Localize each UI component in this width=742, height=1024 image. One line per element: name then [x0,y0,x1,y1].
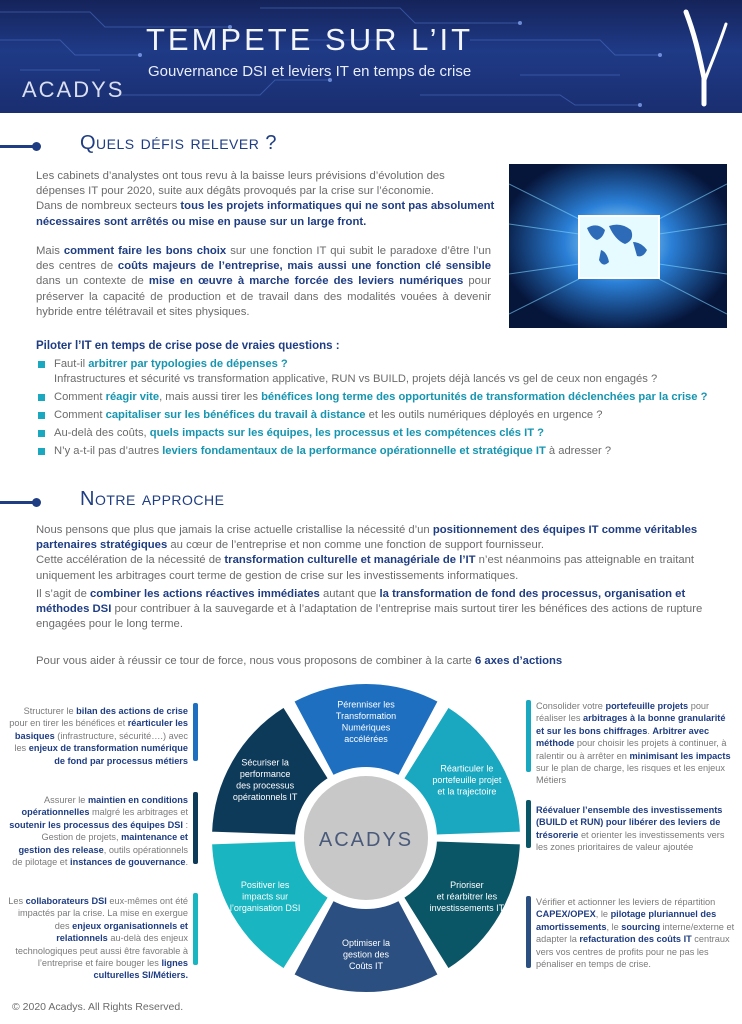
bullet-square-icon [38,361,45,368]
list-item [38,390,728,405]
text: Consolider votre [536,701,606,711]
wheel-label-line: gestion des [342,949,390,960]
wheel-label-line: Positiver les [240,879,290,890]
right3-bar [526,896,531,968]
section1-line [0,145,36,148]
emphasis: collaborateurs DSI [25,896,107,906]
emphasis: maintien en conditions opérationnelles [21,795,188,818]
text: pour réaliser les [536,701,710,724]
wheel-label-line: impacts sur [242,891,289,902]
wheel-label-line: Sécuriser la [241,757,289,768]
text: Pour vous aider à réussir ce tour de force, nous vous proposons de combiner à la carte [36,655,475,667]
text: centraux vers vos centres de profits pour ne pas les pénaliser en temps de crise. [536,934,730,970]
text: autant que [319,588,380,600]
text: Structurer le [23,706,77,716]
wheel-label-line: investissements IT [429,902,505,913]
text: sur le plan de charge, les risques et les enjeux Métiers [536,763,725,786]
emphasis: enjeux organisationnels et relationnels [56,920,188,944]
text: Comment [54,391,106,403]
text: Infrastructures et sécurité vs transformation applicative, RUN vs BUILD, projets déjà lancés vs gel de ceux non engagés ? [54,373,658,385]
list-item [38,444,728,459]
emphasis: enjeux de transformation numérique de fond par processus métiers [28,743,188,766]
wheel-center-logo: ACADYS [318,829,414,851]
right1-bar [526,700,531,772]
emphasis: bilan des actions de crise [76,706,188,716]
wheel-label-line: accélérées [344,733,388,744]
text: Dans de nombreux secteurs [36,200,181,213]
text: Au-delà des coûts, [54,427,150,439]
highlight: capitaliser sur les bénéfices du travail à distance [105,409,366,421]
emphasis: sourcing [621,921,661,932]
bullet-square-icon [38,412,45,419]
wheel-label-line: Prioriser [450,879,484,890]
text: pour choisir les projets à continuer, à ralentir ou à arrêter en [536,738,727,761]
right2-text [536,804,736,854]
emphasis: soutenir les processus des équipes DSI [9,819,183,830]
text: pour contribuer à la sauvegarde et à l’adaptation de l’entreprise mais surtout tirer les bénéfices des actions de rupture engagées pour le long terme. [36,603,703,631]
emphasis: pilotage pluriannuel des amortissements [536,909,717,932]
emphasis: tous les projets informatiques qui ne sont pas absolument nécessaires sont arrêtés ou mise en pause sur un large front. [36,200,495,228]
text: malgré les arbitrages et [89,807,188,818]
left1-bar [193,703,198,761]
text: dans un contexte de [36,275,149,288]
y-logo-icon [668,8,734,108]
header-title: TEMPETE SUR L’IT [146,22,474,57]
right3-text [536,896,736,970]
header-subtitle: Gouvernance DSI et leviers IT en temps de crise [148,63,472,80]
wheel-label-line: Optimiser la [341,938,391,948]
text: eux-mêmes ont été impactés par la crise. La mise en exergue des [17,896,188,931]
wheel-label-line: et la trajectoire [437,786,497,797]
emphasis: la transformation de fond des processus, organisation et méthodes DSI [36,588,686,616]
questions-title: Piloter l’IT en temps de crise pose de vraies questions : [36,340,340,352]
list-item [38,357,728,387]
wheel-label-line: performance [239,769,291,779]
section2-title: Notre approche [80,488,225,510]
emphasis: maintenance et gestion des release [18,832,188,855]
wheel-segment-label-4 [342,938,390,971]
wheel-label-line: Coûts IT [348,961,384,971]
wheel-label-line: opérationnels IT [232,792,298,802]
text: Faut-il [54,358,89,370]
wheel-label-line: portefeuille projet [432,774,502,785]
text: Assurer le [44,795,88,805]
emphasis: refacturation des coûts IT [579,934,692,945]
six-axes-wheel [206,678,526,998]
text: et les outils numériques déployés en urgence ? [365,409,603,421]
wheel-segment-label-1 [336,699,396,744]
emphasis: coûts majeurs de l’entreprise, mais aussi une fonction clé sensible [117,260,491,273]
header-banner [0,0,742,113]
emphasis: positionnement des équipes IT comme véritables partenaires stratégiques [36,524,698,552]
text: : Gestion de projets, [41,819,188,843]
emphasis: Arbitrer avec méthode [536,725,710,749]
section1-paragraph2 [36,244,491,320]
text: et orienter les investissements vers les zones prioritaires de valeur ajoutée [536,829,725,853]
emphasis: portefeuille projets [605,701,689,711]
text: pour préserver la capacité de production et de travail dans des modalités vouées à devenir hybride entre télétravail et sites physiques. [36,275,492,318]
text: n’est néanmoins pas atteignable en traitant uniquement les arbitrages court terme de gestion de crise sur les investissements informatiques. [36,554,695,582]
copyright-footer: © 2020 Acadys. All Rights Reserved. [12,1001,184,1013]
left2-text [8,794,188,868]
world-screen-illustration [509,164,727,328]
text: . [185,857,188,868]
section1-title: Quels défis relever ? [80,132,278,154]
wheel-label-line: Pérenniser les [337,699,395,710]
emphasis: Réévaluer l’ensemble des investissements (BUILD et RUN) pour libérer des leviers de trésorerie [536,805,723,840]
text: au cœur de l’entreprise et non comme une fonction de support fournisseur. [167,539,545,552]
text: (infrastructure, sécurité….) avec les [14,730,188,754]
emphasis: transformation culturelle et managériale de l’IT [224,554,476,567]
list-item [38,426,728,441]
section2-paragraph3 [36,587,726,633]
emphasis: instances de gouvernance [70,857,186,868]
highlight: leviers fondamentaux de la performance opérationnelle et stratégique IT [162,445,546,457]
bullet-square-icon [38,430,45,437]
left3-bar [193,893,198,965]
emphasis: arbitrages à la bonne granularité et sur les bons chiffrages [536,713,726,736]
section1-paragraph1 [36,169,496,230]
text: , le [595,909,611,920]
highlight: quels impacts sur les équipes, les processus et les compétences clés IT ? [149,427,544,439]
wheel-label-line: Réarticuler le [440,763,494,774]
emphasis: mise en œuvre à marche forcée des leviers numériques [148,275,464,288]
emphasis: minimisant les impacts [629,750,731,761]
wheel-segment-label-2 [432,763,502,796]
emphasis: combiner les actions réactives immédiates [90,588,320,600]
text: interne/externe et adapter la [536,921,735,945]
six-axes-intro [36,655,562,667]
text: à adresser ? [545,445,612,457]
right2-bar [526,800,531,848]
emphasis: 6 axes d’actions [474,655,563,667]
wheel-label-line: des processus [236,780,295,791]
text: , mais aussi tirer les [159,391,262,403]
text: Comment [54,409,106,421]
digital-world-image [509,164,727,328]
section2-line [0,501,36,504]
right1-text [536,700,736,787]
list-item [38,408,728,423]
text: au-delà des enjeux technologiques peut aussi être favorable à l’entreprise et faire bouger les [15,933,188,969]
text: Vérifier et actionner les leviers de répartition [536,897,716,907]
text: Cette accélération de la nécessité de [36,554,225,567]
left1-text [8,705,188,767]
text: . [647,725,653,736]
wheel-label-line: et réarbitrer les [436,891,498,902]
emphasis: lignes culturelles SI/Métiers. [93,958,188,981]
wheel-label-line: Numériques [341,722,391,733]
text: sur une fonction IT qui subit le paradoxe d’être l’un des centres de [36,245,491,273]
text: Il s’agit de [36,588,91,600]
header-logo: ACADYS [22,77,125,102]
text: Mais [36,245,64,257]
wheel-label-line: Transformation [335,710,397,721]
highlight: bénéfices long terme des opportunités de transformation déclenchées par la crise ? [261,391,708,403]
wheel-segment-label-6 [233,758,298,803]
bullet-square-icon [38,448,45,455]
emphasis: réarticuler les basiques [14,718,188,741]
emphasis: CAPEX/OPEX [536,909,596,920]
text: Les [8,896,26,906]
text: Les cabinets d’analystes ont tous revu à la baisse leurs prévisions d’évolution des dépenses IT pour 2020, suite aux dégâts provoqués par la crise sur l’économie. [36,170,445,198]
text: pour en tirer les bénéfices et [9,718,128,729]
text: , le [606,921,622,932]
emphasis: comment faire les bons choix [63,245,227,257]
highlight: réagir vite [105,391,160,403]
text: , outils opérationnels de pilotage et [12,844,188,868]
section2-paragraph1 [36,523,726,584]
text: N’y a-t-il pas d’autres [54,445,163,457]
highlight: arbitrer par typologies de dépenses ? [88,358,288,370]
bullet-square-icon [38,394,45,401]
wheel-label-line: l’organisation DSI [229,902,301,913]
questions-list [38,357,728,462]
text: Nous pensons que plus que jamais la crise actuelle cristallise la nécessité d’un [36,524,433,536]
left2-bar [193,792,198,864]
left3-text [8,895,188,982]
